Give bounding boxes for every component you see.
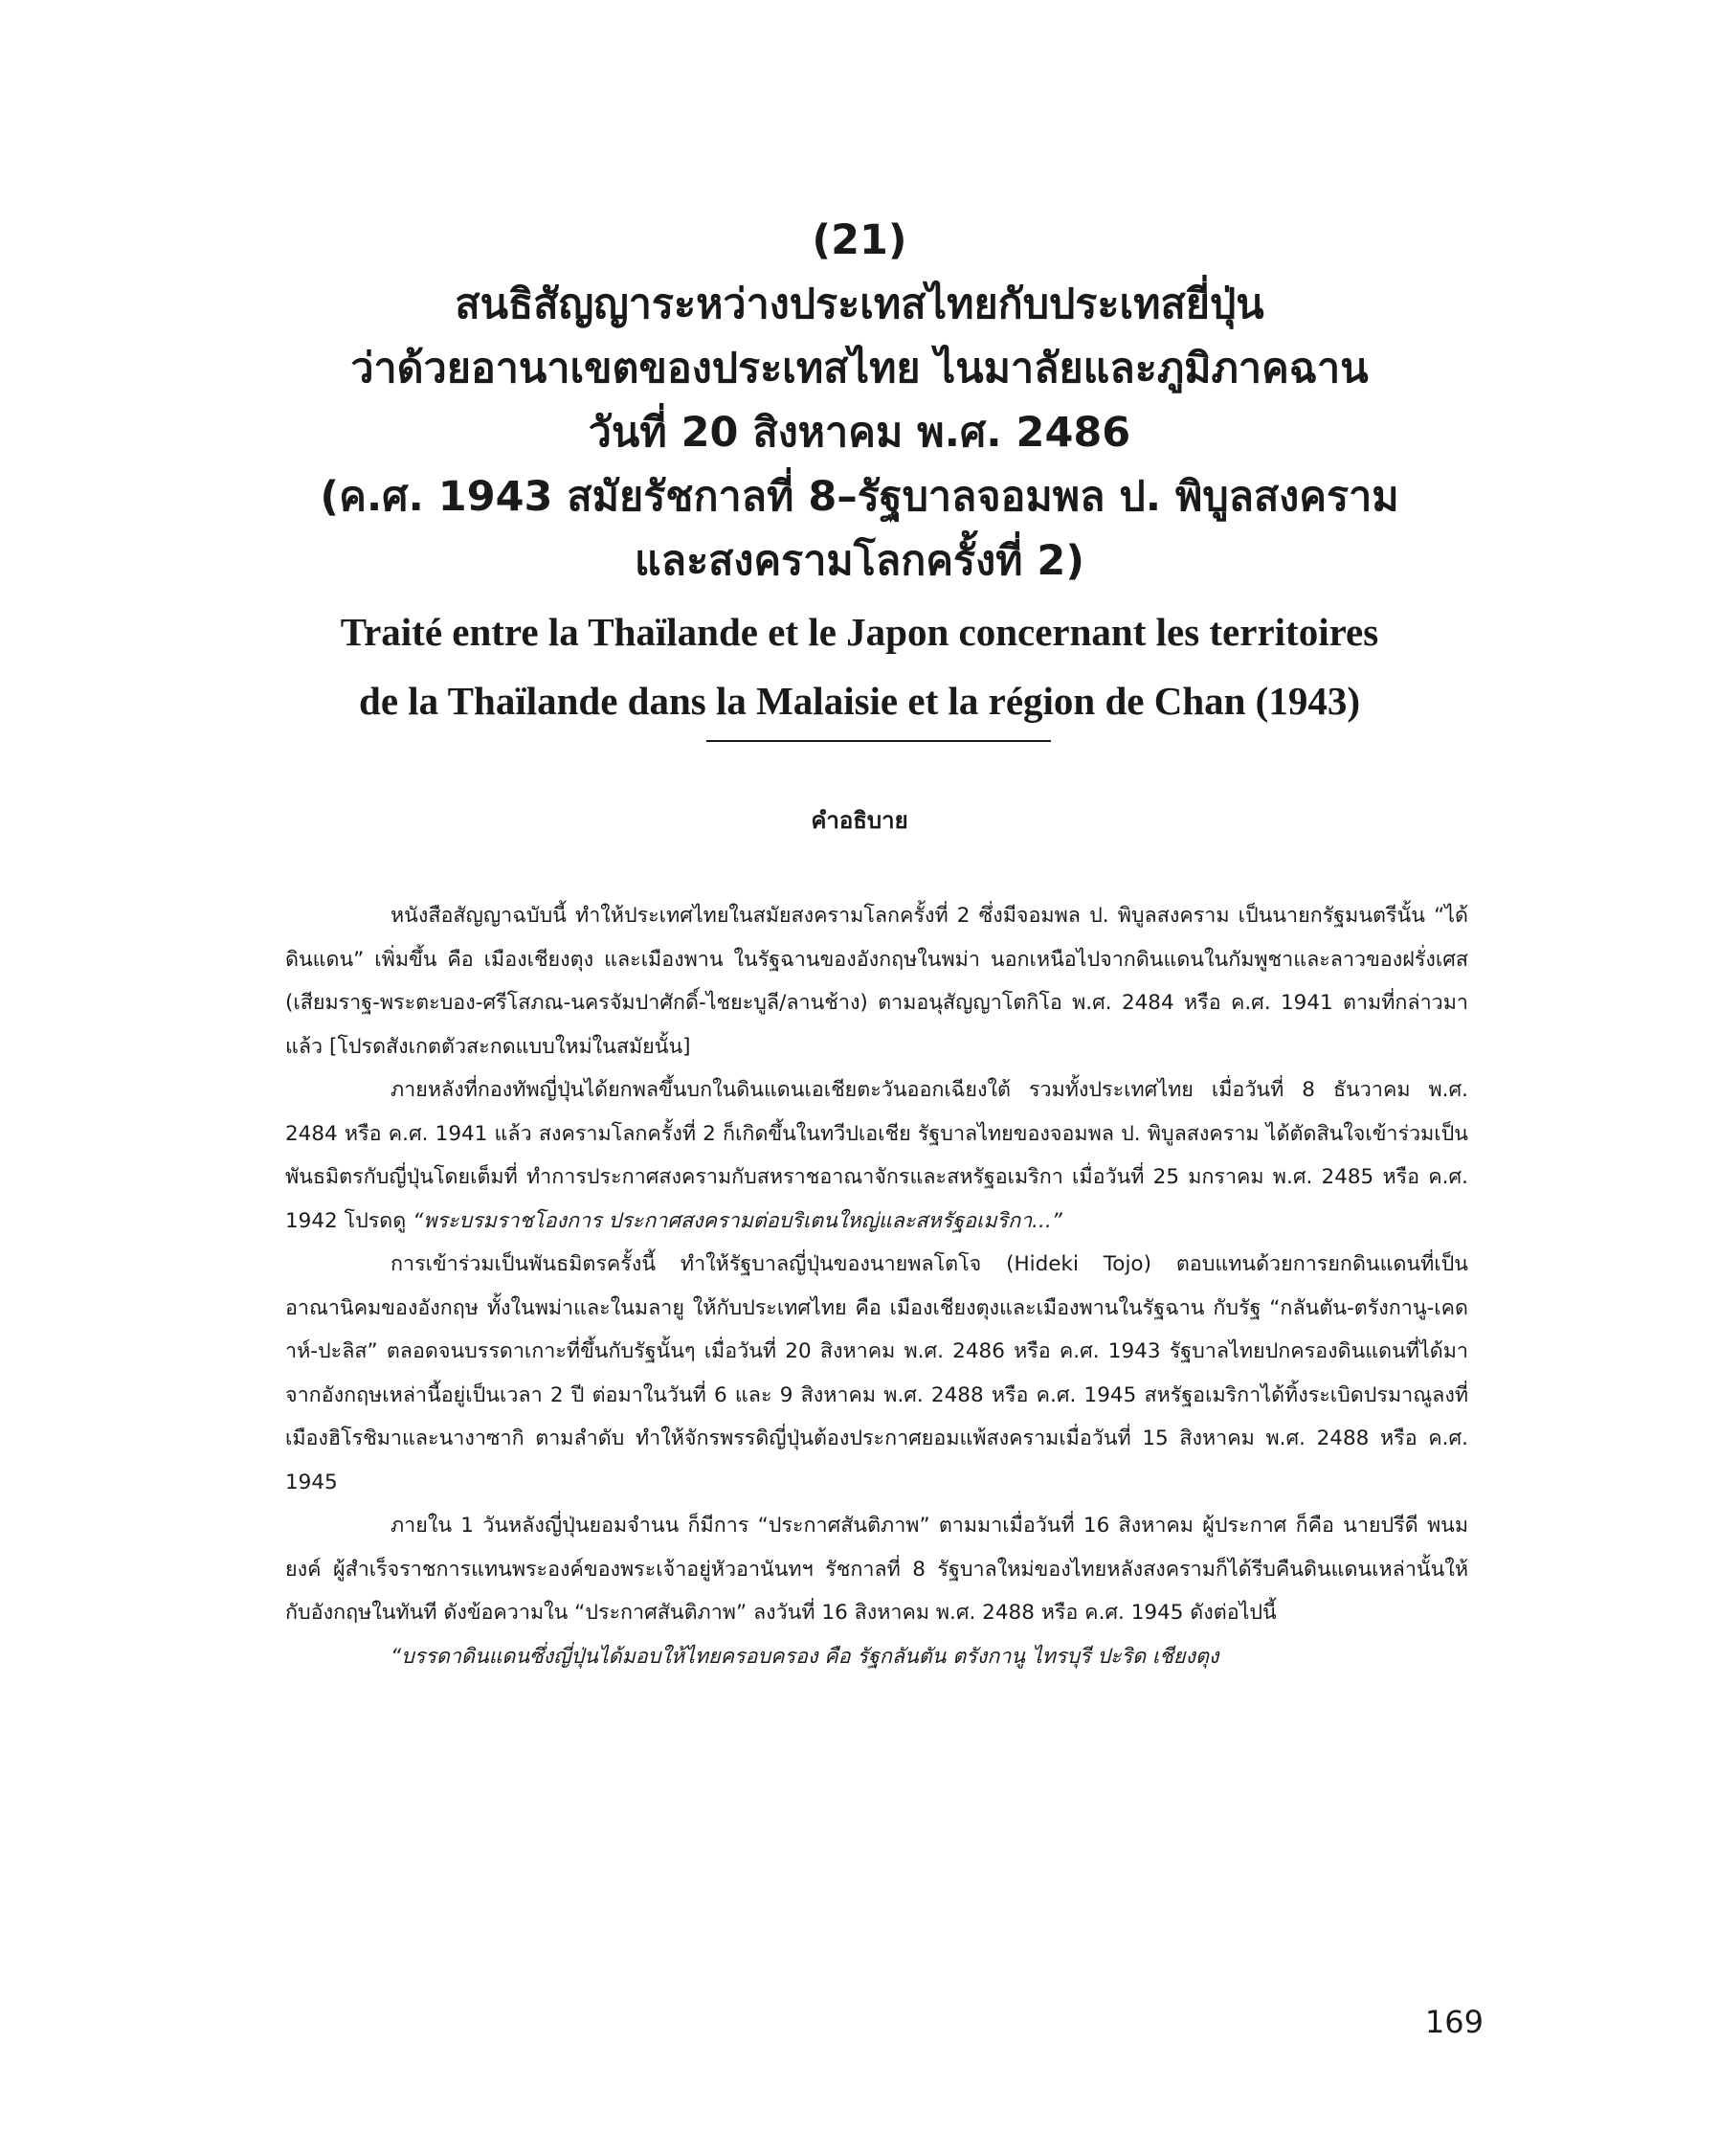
document-number: (21) [812,216,907,264]
title-divider [706,740,1051,742]
french-title-line-1: Traité entre la Thaïlande et le Japon concernant les territoires [340,610,1379,654]
french-title-line-2: de la Thaïlande dans la Malaisie et la région de Chan (1943) [359,679,1360,723]
paragraph-2 [285,1068,1468,1243]
thai-title-line-2: ว่าด้วยอานาเขตของประเทสไทย ไนมาลัยและภูมิภาคฉาน [350,345,1369,393]
quoted-paragraph: “บรรดาดินแดนซึ่งญี่ปุ่นได้มอบให้ไทยครอบครอง คือ รัฐกลันตัน ตรังกานู ไทรบุรี ปะริด เชียงตุง [391,1644,1219,1669]
page-number: 169 [1424,2004,1484,2040]
paragraph-2-text: ภายหลังที่กองทัพญี่ปุ่นได้ยกพลขึ้นบกในดินแดนเอเชียตะวันออกเฉียงใต้ รวมทั้งประเทศไทย เมื่อวันที่ 8 ธันวาคม พ.ศ. 2484 หรือ ค.ศ. 1941 แล้ว สงครามโลกครั้งที่ 2 ก็เกิดขึ้นในทวีปเอเชีย รัฐบาลไทยของจอมพล ป. พิบูลสงคราม ได้ตัดสินใจเข้าร่วมเป็นพันธมิตรกับญี่ปุ่นโดยเต็มที่ ทำการประกาศสงครามกับสหราชอาณาจักรและสหรัฐอเมริกา เมื่อวันที่ 25 มกราคม พ.ศ. 2485 หรือ ค.ศ. 1942 โปรดดู [285,1078,1468,1233]
body-text [285,894,1468,1678]
title-block [0,209,1719,735]
section-heading: คำอธิบาย [811,807,908,834]
thai-title-line-3: วันที่ 20 สิงหาคม พ.ศ. 2486 [588,409,1131,457]
thai-title-line-1: สนธิสัญญาระหว่างประเทสไทยกับประเทสยี่ปุ่น [455,281,1264,328]
paragraph-3: การเข้าร่วมเป็นพันธมิตรครั้งนี้ ทำให้รัฐบาลญี่ปุ่นของนายพลโตโจ (Hideki Tojo) ตอบแทนด้วยการยกดินแดนที่เป็นอาณานิคมของอังกฤษ ทั้งในพม่าและในมลายู ให้กับประเทศไทย คือ เมืองเชียงตุงและเมืองพานในรัฐฉาน กับรัฐ “กลันตัน-ตรังกานู-เคดาห์-ปะลิส” ตลอดจนบรรดาเกาะที่ขึ้นกับรัฐนั้นๆ เมื่อวันที่ 20 สิงหาคม พ.ศ. 2486 หรือ ค.ศ. 1943 รัฐบาลไทยปกครองดินแดนที่ได้มาจากอังกฤษเหล่านี้อยู่เป็นเวลา 2 ปี ต่อมาในวันที่ 6 และ 9 สิงหาคม พ.ศ. 2488 หรือ ค.ศ. 1945 สหรัฐอเมริกาได้ทิ้งระเบิดปรมาณูลงที่เมืองฮิโรชิมาและนางาซากิ ตามลำดับ ทำให้จักรพรรดิญี่ปุ่นต้องประกาศยอมแพ้สงครามเมื่อวันที่ 15 สิงหาคม พ.ศ. 2488 หรือ ค.ศ. 1945 [285,1252,1468,1494]
french-title [0,597,1719,735]
paragraph-2-italic-reference: “พระบรมราชโองการ ประกาศสงครามต่อบริเตนใหญ่และสหรัฐอเมริกา...” [413,1208,1062,1233]
paragraph-1: หนังสือสัญญาฉบับนี้ ทำให้ประเทศไทยในสมัยสงครามโลกครั้งที่ 2 ซึ่งมีจอมพล ป. พิบูลสงคราม เป็นนายกรัฐมนตรีนั้น “ได้ดินแดน” เพิ่มขึ้น คือ เมืองเชียงตุง และเมืองพาน ในรัฐฉานของอังกฤษในพม่า นอกเหนือไปจากดินแดนในกัมพูชาและลาวของฝรั่งเศส (เสียมราฐ-พระตะบอง-ศรีโสภณ-นครจัมปาศักดิ์-ไชยะบูลี/ลานช้าง) ตามอนุสัญญาโตกิโอ พ.ศ. 2484 หรือ ค.ศ. 1941 ตามที่กล่าวมาแล้ว [โปรดสังเกตตัวสะกดแบบใหม่ในสมัยนั้น] [285,904,1468,1059]
paragraph-4: ภายใน 1 วันหลังญี่ปุ่นยอมจำนน ก็มีการ “ประกาศสันติภาพ” ตามมาเมื่อวันที่ 16 สิงหาคม ผู้ประกาศ ก็คือ นายปรีดี พนมยงค์ ผู้สำเร็จราชการแทนพระองค์ของพระเจ้าอยู่หัวอานันทฯ รัชกาลที่ 8 รัฐบาลใหม่ของไทยหลังสงครามก็ได้รีบคืนดินแดนเหล่านั้นให้กับอังกฤษในทันที ดังข้อความใน “ประกาศสันติภาพ” ลงวันที่ 16 สิงหาคม พ.ศ. 2488 หรือ ค.ศ. 1945 ดังต่อไปนี้ [285,1514,1468,1625]
thai-title-line-5: และสงครามโลกครั้งที่ 2) [635,537,1084,585]
thai-title-line-4: (ค.ศ. 1943 สมัยรัชกาลที่ 8–รัฐบาลจอมพล ป. พิบูลสงคราม [320,473,1399,521]
